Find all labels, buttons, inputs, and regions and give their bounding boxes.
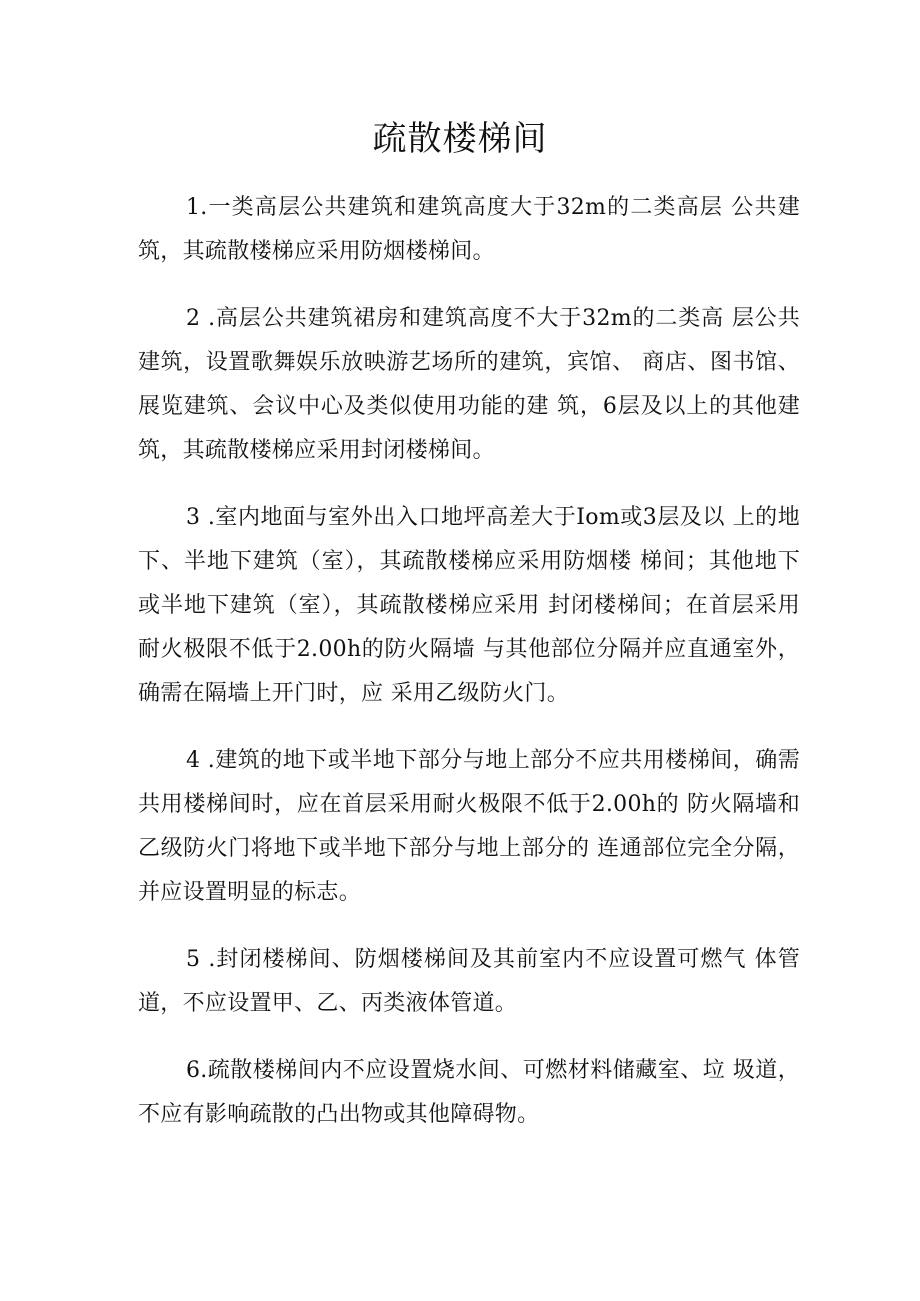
paragraph-2: 2 .高层公共建筑裙房和建筑高度不大于32m的二类高 层公共建筑，设置歌舞娱乐放映游艺场所的建筑，宾馆、 商店、图书馆、展览建筑、会议中心及类似使用功能的建 筑，6层及以上的其他建筑，其疏散楼梯应采用封闭楼梯间。	[138, 306, 800, 463]
paragraph-5: 5 .封闭楼梯间、防烟楼梯间及其前室内不应设置可燃气 体管道，不应设置甲、乙、丙类液体管道。	[138, 947, 800, 1016]
paragraph-1: 1.一类高层公共建筑和建筑高度大于32m的二类高层 公共建筑，其疏散楼梯应采用防烟楼梯间。	[138, 195, 800, 264]
paragraph-6: 6.疏散楼梯间内不应设置烧水间、可燃材料储藏室、垃 圾道，不应有影响疏散的凸出物或其他障碍物。	[138, 1058, 800, 1127]
page-title: 疏散楼梯间	[372, 119, 548, 159]
document-body	[138, 186, 800, 1160]
paragraph-3: 3 .室内地面与室外出入口地坪高差大于Iom或3层及以 上的地下、半地下建筑（室），其疏散楼梯应采用防烟楼 梯间；其他地下或半地下建筑（室），其疏散楼梯应采用 封闭楼梯间；在首层采用耐火极限不低于2.00h的防火隔墙 与其他部位分隔并应直通室外，确需在隔墙上开门时，应 采用乙级防火门。	[138, 505, 800, 706]
paragraph-4: 4 .建筑的地下或半地下部分与地上部分不应共用楼梯间，确需共用楼梯间时，应在首层采用耐火极限不低于2.00h的 防火隔墙和乙级防火门将地下或半地下部分与地上部分的 连通部位完全分隔，并应设置明显的标志。	[138, 748, 800, 905]
